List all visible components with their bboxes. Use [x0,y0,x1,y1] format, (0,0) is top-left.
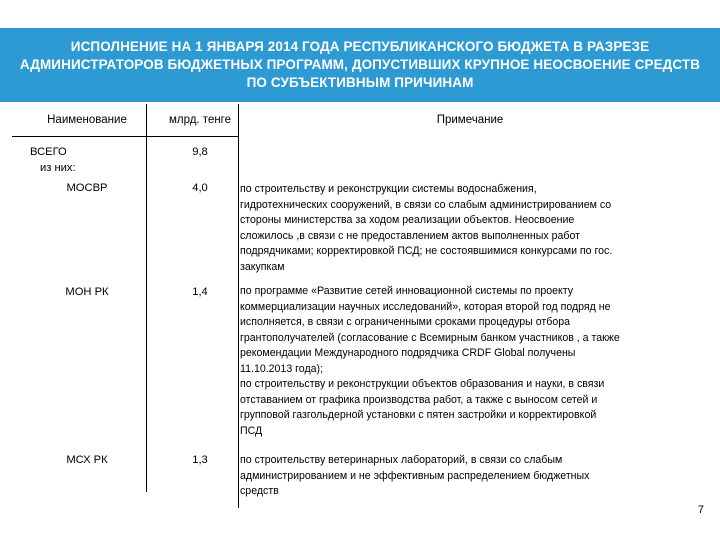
column-header-name: Наименование [47,114,127,126]
page-number: 7 [697,504,704,516]
row-note: по строительству ветеринарных лабораторий, в связи со слабым администрированием и не эффективным распределением бюджетных средств [240,454,590,497]
column-divider-2 [238,104,239,508]
column-header-value: млрд. тенге [168,114,232,126]
header-underline [12,136,238,137]
total-label: ВСЕГО [30,146,67,158]
row-value: 1,4 [192,286,208,298]
row-note: по программе «Развитие сетей инновационной системы по проекту коммерциализации научных исследований», которая второй год подряд не исполняется, в связи с ограниченными сроками процедуры отбора грантополучателей (согласование с Всемирным банком участников , а также рекомендации Международного подрядчика CRDF Global получены 11.10.2013 года); по строительству и реконструкции объектов образования и науки, в связи отставанием от графика производства работ, а также с выносом сетей и групповой газгольдерной установки с пятен застройки и корректировкой ПСД [240,285,620,437]
page-title: ИСПОЛНЕНИЕ НА 1 ЯНВАРЯ 2014 ГОДА РЕСПУБЛИКАНСКОГО БЮДЖЕТА В РАЗРЕЗЕ АДМИНИСТРАТОРОВ БЮДЖЕТНЫХ ПРОГРАММ, ДОПУСТИВШИХ КРУПНОЕ НЕОСВОЕНИЕ СРЕДСТВ ПО СУБЪЕКТИВНЫМ ПРИЧИНАМ [19,39,701,90]
row-name: МСХ РК [66,454,108,466]
total-value: 9,8 [192,146,208,158]
row-note: по строительству и реконструкции системы водоснабжения, гидротехнических сооружений, в связи со слабым администрированием со стороны министерства за ходом реализации объектов. Неосвоение сложилось ,в связи с не предоставлением актов выполненных работ подрядчиками; корректировкой ПСД; не состоявшимися конкурсами по гос. закупкам [240,183,613,273]
subtotal-label: из них: [40,162,76,174]
title-banner [0,28,720,102]
budget-table [12,104,702,520]
row-value: 1,3 [192,454,208,466]
row-value: 4,0 [192,182,208,194]
row-name: МОН РК [65,286,109,298]
column-header-note: Примечание [436,114,504,126]
row-name: МОСВР [66,182,108,194]
